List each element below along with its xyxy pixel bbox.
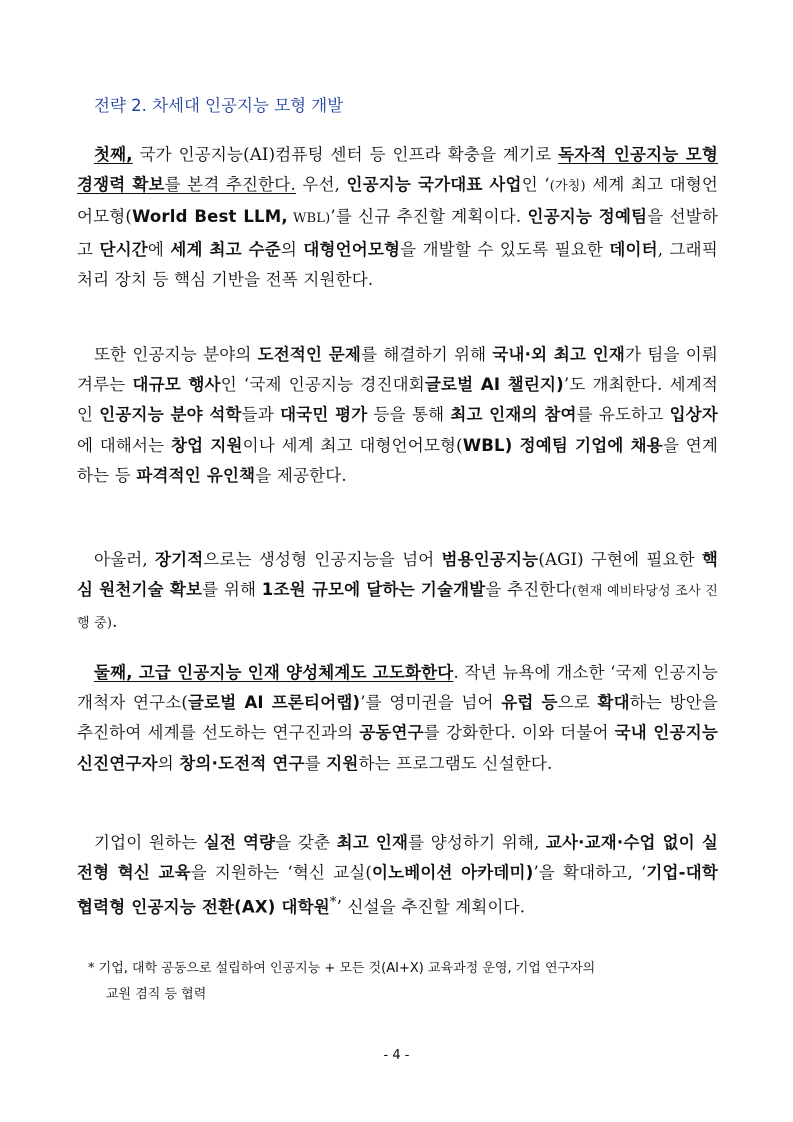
text-segment: 를 유도하고 <box>576 405 670 425</box>
text-segment: 도전적인 문제 <box>257 345 362 364</box>
text-segment: 이노베이션 아카데미) <box>371 863 534 883</box>
text-segment: 를 본격 추진한다. <box>164 175 296 195</box>
page-number: - 4 - <box>383 1048 410 1063</box>
text-segment: ’을 확대하고, ‘ <box>533 863 647 883</box>
text-segment: 인공지능 분야 석학 <box>99 405 242 425</box>
text-segment: ’를 신규 추진할 계획이다. <box>330 207 528 227</box>
text-segment: , 그래픽 처리 장치 등 핵심 기반을 전폭 지원한다. <box>77 239 718 289</box>
text-segment: 를 <box>304 753 327 773</box>
text-segment: 창의·도전적 연구 <box>179 753 305 773</box>
text-segment: 교사·교재·수업 없이 실전형 혁신 교육 <box>77 833 718 883</box>
text-segment: 아울러, <box>94 550 155 569</box>
text-segment: . 작년 뉴욕에 개소한 ‘국제 인공지능 개척자 연구소( <box>77 663 718 713</box>
text-segment: 를 강화한다. 이와 더불어 <box>423 723 615 743</box>
text-segment: 가 팀을 이뤄 겨루는 <box>77 345 718 395</box>
text-segment: 창업 지원 <box>170 435 243 455</box>
text-segment: 글로벌 AI 챌린지) <box>424 375 564 395</box>
text-segment: 기업이 원하는 <box>94 833 204 852</box>
text-segment: 을 선발하고 <box>77 207 719 259</box>
text-segment: 인공지능 국가대표 사업 <box>346 175 522 195</box>
text-segment: 파격적인 유인책 <box>136 465 256 485</box>
text-segment: 을 제공한다. <box>255 465 347 485</box>
text-segment: 하는 방안을 추진하여 세계를 선도하는 연구진과의 <box>77 693 718 743</box>
text-segment: WBL) <box>287 211 331 227</box>
text-segment: 을 연계하는 등 <box>77 435 718 485</box>
text-segment: 국가 인공지능(AI)컴퓨팅 센터 등 인프라 확충을 계기로 <box>132 145 559 164</box>
paragraph-4 <box>77 658 718 779</box>
text-segment: 지원 <box>326 753 359 773</box>
text-segment: 데이터 <box>609 239 658 259</box>
text-segment: 독자적 인공지능 모형 경쟁력 확보 <box>77 145 718 195</box>
text-segment: 세계 최고 대형언어모형( <box>77 175 719 227</box>
text-segment: 을 갖춘 <box>275 833 337 852</box>
text-segment: 1조원 규모에 달하는 기술개발 <box>261 580 486 600</box>
footnote <box>88 956 728 1008</box>
text-segment: 대규모 행사 <box>132 375 221 395</box>
text-segment: 장기적 <box>154 550 204 569</box>
text-segment: 에 대해서는 <box>77 435 171 455</box>
footnote-line-2: 교원 겸직 등 협력 <box>106 987 207 1002</box>
text-segment: 들과 <box>241 405 281 425</box>
text-segment: 또한 인공지능 분야의 <box>94 345 258 364</box>
text-segment: 최고 인재의 참여 <box>450 405 577 425</box>
text-segment: 입상자 <box>669 405 718 425</box>
text-segment: World Best LLM, <box>132 207 288 227</box>
text-segment: 인 ‘ <box>521 175 550 195</box>
text-segment: 유럽 등 <box>501 693 558 713</box>
text-segment: 국내·외 최고 인재 <box>492 345 626 364</box>
text-segment: 단시간 <box>99 239 148 259</box>
paragraph-2 <box>77 340 718 491</box>
text-segment: 우선, <box>295 175 347 195</box>
paragraph-5 <box>77 828 718 923</box>
text-segment: WBL) 정예팀 기업에 채용 <box>462 435 663 455</box>
text-segment: 를 양성하기 위해, <box>408 833 546 852</box>
text-segment: 를 해결하기 위해 <box>361 345 493 364</box>
text-segment: ’ 신설을 추진할 계획이다. <box>336 897 526 917</box>
text-segment: 하는 프로그램도 신설한다. <box>358 753 553 773</box>
text-segment: (현재 예비타당성 조사 진행 중) <box>77 584 718 632</box>
text-segment: 의 <box>157 753 180 773</box>
text-segment: (가칭) <box>549 179 586 195</box>
text-segment: 에 <box>147 239 171 259</box>
text-segment: 대국민 평가 <box>280 405 368 425</box>
text-segment: 등을 통해 <box>367 405 451 425</box>
text-segment: . <box>112 612 118 632</box>
text-segment: 최고 인재 <box>336 833 409 852</box>
paragraph-3 <box>77 545 718 640</box>
text-segment: 인공지능 정예팀 <box>527 207 648 227</box>
text-segment: 국내 인공지능 신진연구자 <box>77 723 718 773</box>
text-segment: 핵심 원천기술 확보 <box>77 550 718 600</box>
text-segment: 의 <box>280 239 304 259</box>
text-segment: 을 지원하는 ‘혁신 교실( <box>190 863 372 883</box>
section-heading: 전략 2. 차세대 인공지능 모형 개발 <box>94 96 344 115</box>
text-segment: 세계 최고 수준 <box>170 239 281 259</box>
paragraph-1 <box>77 140 718 295</box>
text-segment: 공동연구 <box>359 723 424 743</box>
text-segment: 인 ‘국제 인공지능 경진대회 <box>220 375 425 395</box>
text-segment: ’를 영미권을 넘어 <box>360 693 502 713</box>
text-segment: 으로 <box>557 693 598 713</box>
text-segment: 첫째, <box>94 145 133 164</box>
text-segment: ’도 개최한다. 세계적인 <box>77 375 718 425</box>
text-segment: 범용인공지능 <box>441 550 539 569</box>
text-segment: 기업-대학 협력형 인공지능 전환(AX) 대학원 <box>77 863 718 917</box>
text-segment: 이나 세계 최고 대형언어모형( <box>242 435 463 455</box>
text-segment: 대형언어모형 <box>303 239 401 259</box>
text-segment: 확대 <box>597 693 630 713</box>
text-segment: 를 위해 <box>202 580 262 600</box>
footnote-marker: * <box>329 895 337 911</box>
footnote-line-1: * 기업, 대학 공동으로 설립하여 인공지능 + 모든 것(AI+X) 교육과정 운영, 기업 연구자의 <box>88 961 596 976</box>
text-segment: 을 개발할 수 있도록 필요한 <box>400 239 610 259</box>
text-segment: 글로벌 AI 프론티어랩) <box>188 693 361 713</box>
text-segment: 둘째, 고급 인공지능 인재 양성체계도 고도화한다 <box>94 663 454 682</box>
text-segment: (AGI) 구현에 필요한 <box>538 550 702 569</box>
text-segment: 으로는 생성형 인공지능을 넘어 <box>203 550 442 569</box>
text-segment: 실전 역량 <box>203 833 276 852</box>
text-segment: 을 추진한다 <box>485 580 572 600</box>
